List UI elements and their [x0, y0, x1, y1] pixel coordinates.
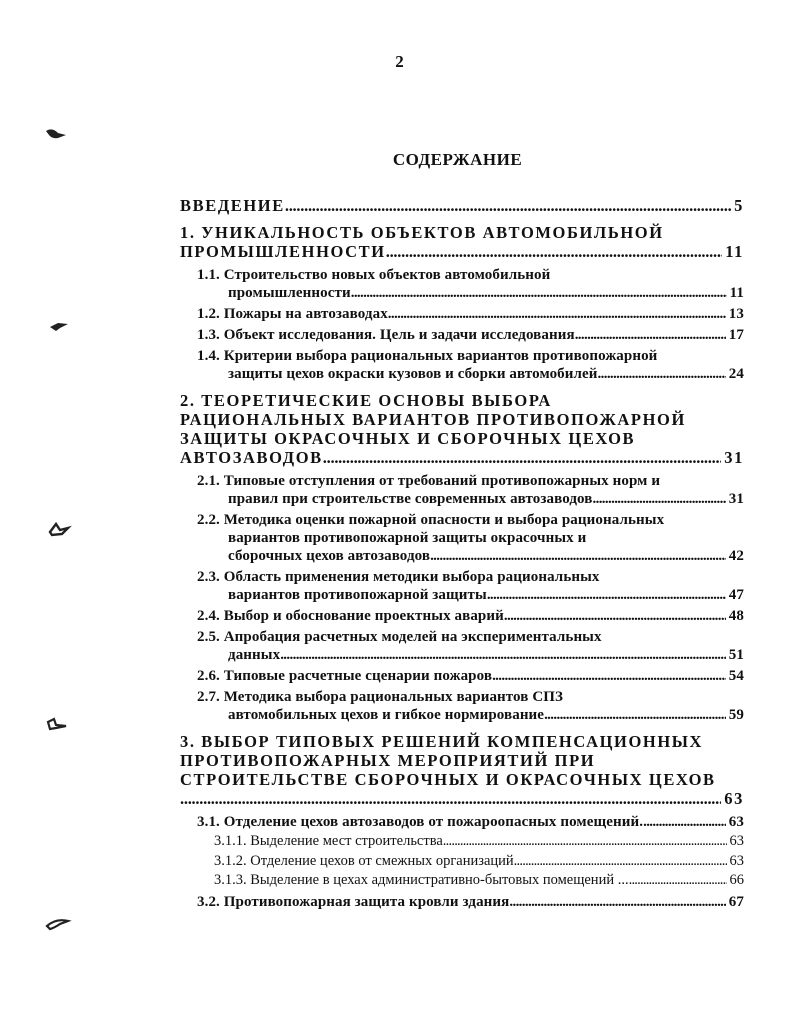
margin-mark [46, 520, 72, 538]
toc-entry[interactable] [176, 511, 744, 565]
toc-page-number: 5 [734, 196, 744, 215]
toc-page-number: 67 [728, 893, 744, 910]
toc-page-number: 48 [728, 608, 744, 624]
dot-leader [643, 813, 726, 831]
dot-leader [430, 547, 726, 565]
toc-entry-line: 3. ВЫБОР ТИПОВЫХ РЕШЕНИЙ КОМПЕНСАЦИОННЫХ [180, 732, 704, 751]
dot-leader [180, 789, 721, 808]
toc-entry-last-line [197, 646, 744, 664]
toc-entry-line: 1.4. Критерии выбора рациональных вариантов противопожарной [197, 348, 658, 364]
toc-page-number: 31 [724, 448, 744, 467]
toc-entry[interactable] [176, 266, 744, 302]
toc-entry-line: 2.7. Методика выбора рациональных вариантов СПЗ [197, 689, 564, 705]
toc-entry-title: 3.1.2. Отделение цехов от смежных организаций [214, 852, 514, 869]
toc-entry[interactable] [176, 853, 744, 871]
toc-entry-title: 1.2. Пожары на автозаводах [197, 306, 388, 322]
toc-entry-title: сборочных цехов автозаводов [228, 548, 431, 564]
toc-entry-last-line [214, 853, 744, 871]
toc-entry-line: СТРОИТЕЛЬСТВЕ СБОРОЧНЫХ И ОКРАСОЧНЫХ ЦЕХОВ [180, 770, 716, 789]
toc-entry-last-line [180, 242, 744, 261]
toc-entry-last-line [180, 448, 744, 467]
toc-entry[interactable] [176, 196, 744, 215]
dot-leader [351, 284, 727, 302]
dot-leader [598, 365, 726, 383]
toc-entry-line: ЗАЩИТЫ ОКРАСОЧНЫХ И СБОРОЧНЫХ ЦЕХОВ [180, 429, 636, 448]
toc-entry-title: защиты цехов окраски кузовов и сборки автомобилей [228, 366, 598, 382]
toc-page-number: 63 [729, 852, 744, 869]
toc-entry-last-line [180, 196, 744, 215]
toc-entry-title: АВТОЗАВОДОВ [180, 448, 323, 467]
dot-leader [487, 586, 726, 604]
toc-entry-last-line [197, 284, 744, 302]
toc-entry-last-line [197, 667, 744, 685]
toc-entry[interactable] [176, 667, 744, 685]
toc-entry-last-line [197, 326, 744, 344]
margin-mark [44, 716, 70, 732]
dot-leader [323, 448, 722, 467]
toc-entry-title: промышленности [228, 285, 351, 301]
toc-page-number: 59 [728, 707, 744, 723]
dot-leader [629, 872, 727, 890]
toc-entry[interactable] [176, 813, 744, 831]
toc-entry[interactable] [176, 893, 744, 911]
dot-leader [504, 607, 726, 625]
toc-entry-line: 2.5. Апробация расчетных моделей на экспериментальных [197, 629, 602, 645]
toc-entry-title: правил при строительстве современных автозаводов [228, 491, 593, 507]
dot-leader [514, 853, 727, 871]
toc-entry[interactable] [176, 628, 744, 664]
margin-mark [44, 916, 72, 932]
toc-entry-title: 2.4. Выбор и обоснование проектных аварий [197, 608, 504, 624]
dot-leader [544, 706, 726, 724]
toc-entry-last-line [197, 706, 744, 724]
toc-entry-line: 2. ТЕОРЕТИЧЕСКИЕ ОСНОВЫ ВЫБОРА [180, 391, 552, 410]
margin-mark [46, 318, 72, 334]
toc-page-number: 13 [728, 306, 744, 322]
toc-entry-line: РАЦИОНАЛЬНЫХ ВАРИАНТОВ ПРОТИВОПОЖАРНОЙ [180, 410, 686, 429]
toc-entry-last-line [197, 813, 744, 831]
toc-entry[interactable] [176, 472, 744, 508]
dot-leader [593, 490, 726, 508]
dot-leader [386, 242, 722, 261]
toc-page-number: 63 [728, 814, 744, 830]
toc-entry-title: 2.6. Типовые расчетные сценарии пожаров [197, 668, 493, 684]
toc-entry-title: ПРОМЫШЛЕННОСТИ [180, 242, 386, 261]
toc-entry[interactable] [176, 305, 744, 323]
toc-entry-last-line [197, 607, 744, 625]
toc-entry-title: автомобильных цехов и гибкое нормирование [228, 707, 545, 723]
dot-leader [509, 893, 725, 911]
toc-entry-title: 3.1.3. Выделение в цехах административно-бытовых помещений ... [214, 872, 629, 888]
toc-entry-title: 3.1. Отделение цехов автозаводов от пожароопасных помещений. [197, 814, 644, 830]
toc-entry-title: 3.1.1. Выделение мест строительства [214, 833, 443, 849]
dot-leader [388, 305, 726, 323]
toc-entry-line: ПРОТИВОПОЖАРНЫХ МЕРОПРИЯТИЙ ПРИ [180, 751, 596, 770]
toc-entry[interactable] [176, 688, 744, 724]
toc-page-number: 42 [728, 548, 744, 564]
toc-entry-last-line [180, 789, 744, 808]
toc-page-number: 24 [728, 366, 744, 382]
toc-page-number: 11 [725, 242, 744, 261]
toc-entry-last-line [197, 490, 744, 508]
toc-page-number: 17 [728, 327, 744, 343]
toc-entry[interactable] [176, 833, 744, 851]
toc-page-number: 11 [729, 285, 744, 301]
toc-entry[interactable] [176, 326, 744, 344]
margin-mark [44, 125, 70, 141]
toc-entry[interactable] [176, 347, 744, 383]
toc-entry-line: 2.1. Типовые отступления от требований противопожарных норм и [197, 473, 661, 489]
dot-leader [575, 326, 726, 344]
toc-entry[interactable] [176, 607, 744, 625]
toc-entry-last-line [214, 872, 744, 890]
toc-entry[interactable] [176, 872, 744, 890]
toc-entry-last-line [197, 365, 744, 383]
dot-leader [443, 833, 727, 851]
toc-entry-title: ВВЕДЕНИЕ [180, 196, 285, 215]
toc-entry-last-line [197, 893, 744, 911]
toc-entry-last-line [197, 586, 744, 604]
toc-entry-last-line [214, 833, 744, 851]
toc-page-number: 63 [724, 789, 744, 808]
toc-entry-last-line [197, 547, 744, 565]
toc-entry-last-line [197, 305, 744, 323]
table-of-contents [176, 196, 744, 911]
toc-entry-line: вариантов противопожарной защиты окрасочных и [228, 530, 587, 546]
toc-entry[interactable] [176, 223, 744, 261]
toc-entry-title: 3.2. Противопожарная защита кровли здания [197, 893, 510, 910]
toc-entry[interactable] [176, 732, 744, 808]
toc-page-number: 66 [729, 872, 744, 888]
page-number: 2 [395, 52, 404, 71]
dot-leader [280, 646, 726, 664]
toc-entry[interactable] [176, 568, 744, 604]
toc-page-number: 47 [728, 587, 744, 603]
toc-entry-title: 1.3. Объект исследования. Цель и задачи исследования [197, 327, 575, 343]
toc-entry-title: данных [228, 647, 281, 663]
toc-page-number: 54 [728, 668, 744, 684]
toc-entry-title: вариантов противопожарной защиты [228, 587, 487, 603]
toc-page-number: 63 [729, 833, 744, 849]
page-title: СОДЕРЖАНИЕ [392, 150, 523, 169]
toc-entry-line: 2.2. Методика оценки пожарной опасности и выбора рациональных [197, 512, 665, 528]
toc-entry-line: 1. УНИКАЛЬНОСТЬ ОБЪЕКТОВ АВТОМОБИЛЬНОЙ [180, 223, 664, 242]
toc-entry[interactable] [176, 391, 744, 467]
toc-entry-line: 1.1. Строительство новых объектов автомобильной [197, 267, 551, 283]
toc-page-number: 51 [728, 647, 744, 663]
dot-leader [492, 667, 726, 685]
dot-leader [285, 196, 731, 215]
toc-entry-line: 2.3. Область применения методики выбора рациональных [197, 569, 600, 585]
toc-page-number: 31 [728, 491, 744, 507]
